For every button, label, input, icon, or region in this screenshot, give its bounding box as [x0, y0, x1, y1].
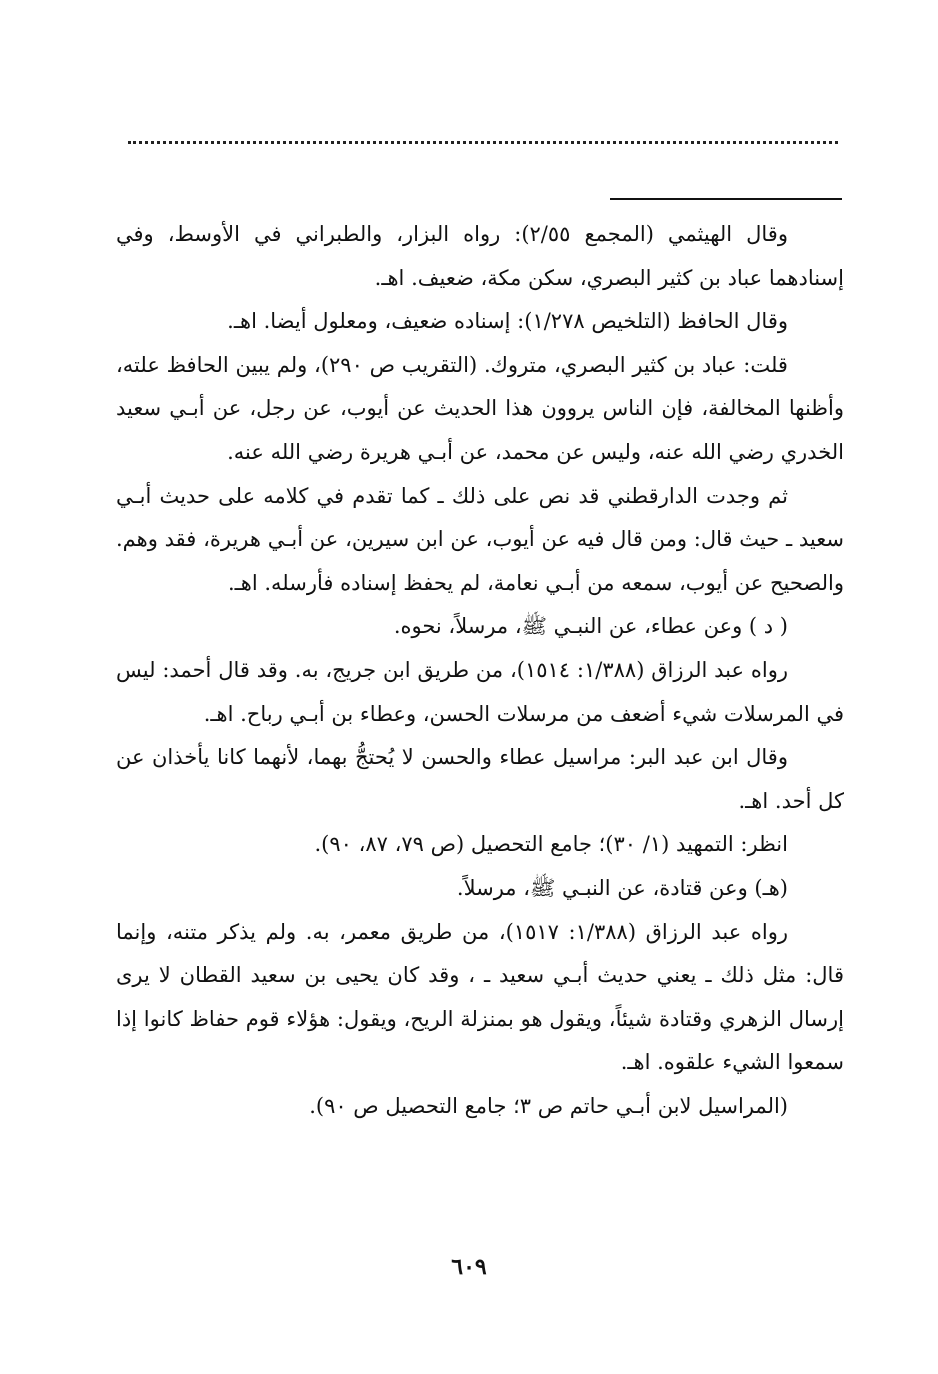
paragraph-6: رواه عبد الرزاق (١/٣٨٨: ١٥١٤)، من طريق ابن جريج، به. وقد قال أحمد: ليس في المرسلات شيء أضعف من مرسلات الحسن، وعطاء بن أبـي رباح. اهـ.	[116, 657, 844, 726]
paragraph-3: قلت: عباد بن كثير البصري، متروك. (التقريب ص ٢٩٠)، ولم يبين الحافظ علته، وأظنها المخالفة، فإن الناس يروون هذا الحديث عن أيوب، عن رجل، عن أبـي سعيد الخدري رضي الله عنه، وليس عن محمد، عن أبـي هريرة رضي الله عنه.	[116, 352, 844, 464]
page-number: ٦٠٩	[451, 1254, 487, 1280]
paragraph-5: ( د ) وعن عطاء، عن النبـي ﷺ، مرسلاً، نحوه.	[393, 614, 788, 639]
paragraph-2: وقال الحافظ (التلخيص ١/٢٧٨): إسناده ضعيف، ومعلول أيضا. اهـ.	[227, 309, 788, 334]
paragraph-7: وقال ابن عبد البر: مراسيل عطاء والحسن لا يُحتجُّ بهما، لأنهما كانا يأخذان عن كل أحد. اهـ.	[116, 745, 844, 813]
paragraph-4: ثم وجدت الدارقطني قد نص على ذلك ـ كما تقدم في كلامه على حديث أبـي سعيد ـ حيث قال: ومن قال فيه عن أيوب، عن ابن سيرين، عن أبـي هريرة، فقد وهم. والصحيح عن أيوب، سمعه من أبـي نعامة، لم يحفظ إسناده فأرسله. اهـ.	[116, 483, 844, 595]
paragraph-9: (هـ) وعن قتادة، عن النبـي ﷺ، مرسلاً.	[456, 875, 788, 900]
paragraph-8: انظر: التمهيد (١/ ٣٠)؛ جامع التحصيل (ص ٧٩، ٨٧، ٩٠).	[314, 832, 788, 857]
paragraph-1: وقال الهيثمي (المجمع ٢/٥٥): رواه البزار، والطبراني في الأوسط، وفي إسنادهما عباد بن كثير البصري، سكن مكة، ضعيف. اهـ.	[116, 222, 844, 290]
dotted-separator	[128, 141, 838, 144]
body-text	[116, 213, 844, 1128]
footnote-rule	[610, 198, 842, 200]
paragraph-11: (المراسيل لابن أبـي حاتم ص ٣؛ جامع التحصيل ص ٩٠).	[309, 1093, 788, 1118]
paragraph-10: رواه عبد الرزاق (١/٣٨٨: ١٥١٧)، من طريق معمر، به. ولم يذكر متنه، وإنما قال: مثل ذلك ـ يعني حديث أبـي سعيد ـ ، وقد كان يحيى بن سعيد القطان لا يرى إرسال الزهري وقتادة شيئاً، ويقول هو بمنزلة الريح، ويقول: هؤلاء قوم حفاظ كانوا إذا سمعوا الشيء علقوه. اهـ.	[116, 919, 844, 1075]
